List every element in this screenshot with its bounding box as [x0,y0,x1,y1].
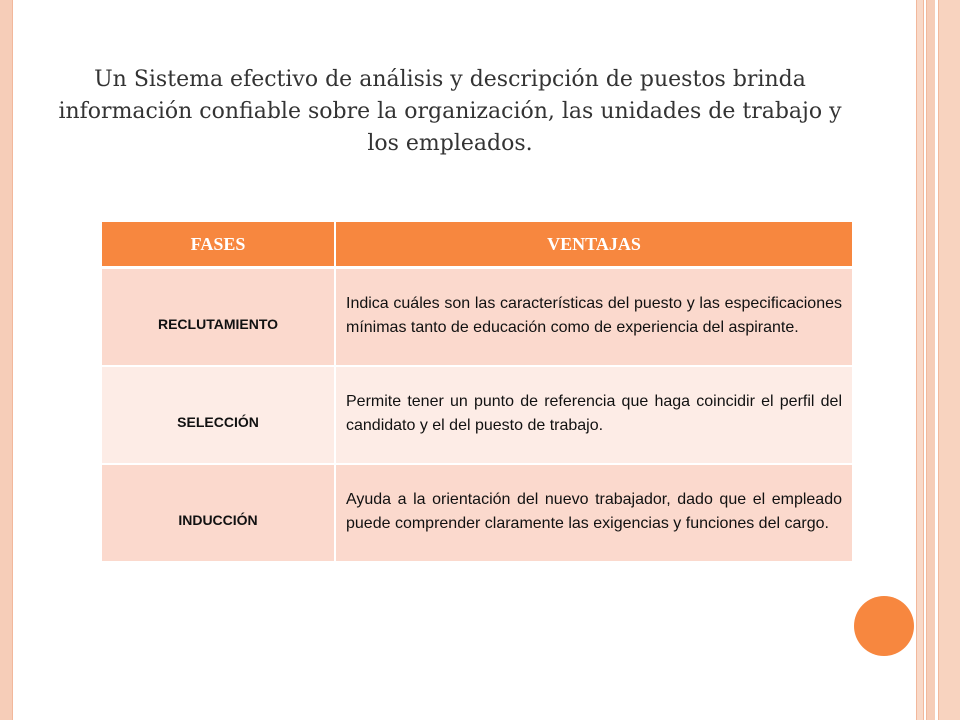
ventaja-cell: Indica cuáles son las características del puesto y las especificaciones mínimas tanto de educación como de experiencia del aspirante. [335,268,852,367]
right-border-stripe [916,0,924,720]
table-row [102,464,852,562]
phases-table [102,222,852,563]
fase-cell: SELECCIÓN [102,366,335,464]
header-fases: FASES [102,222,335,268]
right-border-stripe [938,0,960,720]
table-row [102,366,852,464]
ventaja-cell: Permite tener un punto de referencia que haga coincidir el perfil del candidato y el del puesto de trabajo. [335,366,852,464]
right-border-stripe [926,0,935,720]
fase-cell: INDUCCIÓN [102,464,335,562]
ventaja-cell: Ayuda a la orientación del nuevo trabajador, dado que el empleado puede comprender claramente las exigencias y funciones del cargo. [335,464,852,562]
slide-title: Un Sistema efectivo de análisis y descripción de puestos brinda información confiable sobre la organización, las unidades de trabajo y los empleados. [58,67,842,156]
table-header-row [102,222,852,268]
table-row [102,268,852,367]
header-ventajas: VENTAJAS [335,222,852,268]
decorative-circle [854,596,914,656]
fase-cell: RECLUTAMIENTO [102,268,335,367]
left-border-decoration [0,0,13,720]
